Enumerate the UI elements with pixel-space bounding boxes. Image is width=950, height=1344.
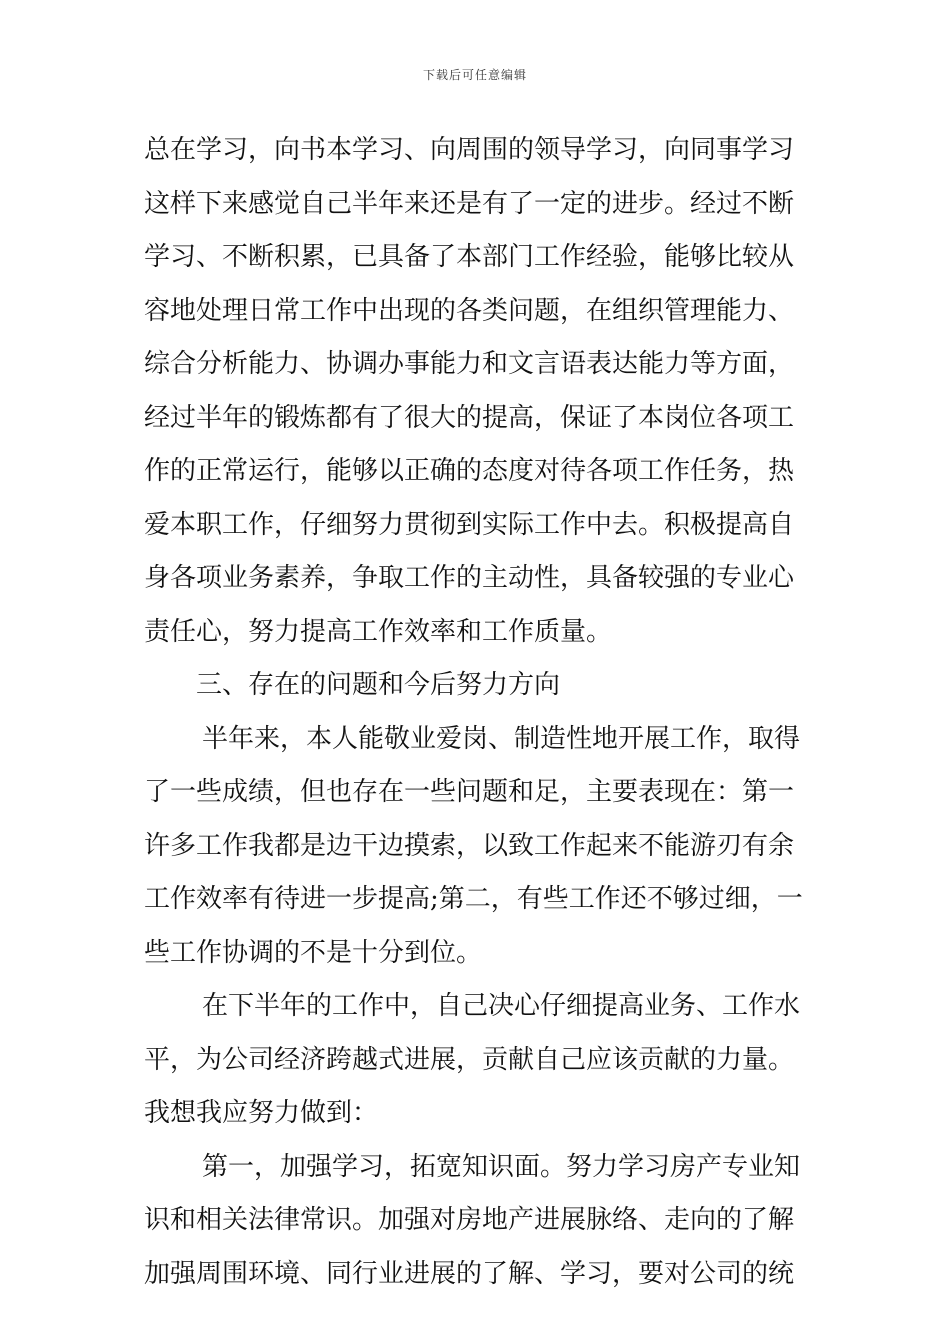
text-line: 平，为公司经济跨越式进展，贡献自己应该贡献的力量。 bbox=[144, 1044, 795, 1075]
text-line: 综合分析能力、协调办事能力和文言语表达能力等方面， bbox=[144, 349, 795, 379]
text-line: 我想我应努力做到： bbox=[144, 1098, 379, 1128]
text-line: 了一些成绩，但也存在一些问题和足，主要表现在：第一 bbox=[144, 777, 795, 807]
text-line: 加强周围环境、同行业进展的了解、学习，要对公司的统 bbox=[144, 1258, 795, 1289]
text-line: 许多工作我都是边干边摸索，以致工作起来不能游刃有余 bbox=[144, 830, 795, 861]
text-line: 这样下来感觉自己半年来还是有了一定的进步。经过不断 bbox=[144, 188, 795, 219]
text-line: 作的正常运行，能够以正确的态度对待各项工作任务，热 bbox=[144, 456, 795, 486]
text-line: 爱本职工作，仔细努力贯彻到实际工作中去。积极提高自 bbox=[144, 509, 795, 540]
header-note: 下载后可任意编辑 bbox=[422, 68, 527, 82]
body-text bbox=[144, 124, 808, 1301]
text-line: 身各项业务素养，争取工作的主动性，具备较强的专业心 bbox=[144, 563, 795, 593]
paragraph-start: 半年来，本人能敬业爱岗、制造性地开展工作，取得 bbox=[202, 723, 801, 754]
text-line: 总在学习，向书本学习、向周围的领导学习，向同事学习 bbox=[144, 135, 795, 165]
section-heading: 三、存在的问题和今后努力方向 bbox=[196, 670, 561, 700]
paragraph-start: 第一，加强学习，拓宽知识面。努力学习房产专业知 bbox=[202, 1151, 801, 1182]
text-line: 经过半年的锻炼都有了很大的提高，保证了本岗位各项工 bbox=[144, 402, 795, 433]
text-line: 工作效率有待进一步提高;第二，有些工作还不够过细，一 bbox=[144, 884, 803, 914]
text-line: 学习、不断积累，已具备了本部门工作经验，能够比较从 bbox=[144, 242, 795, 272]
text-line: 容地处理日常工作中出现的各类问题，在组织管理能力、 bbox=[144, 295, 795, 326]
paragraph-start: 在下半年的工作中，自己决心仔细提高业务、工作水 bbox=[202, 991, 801, 1021]
text-line: 责任心，努力提高工作效率和工作质量。 bbox=[144, 616, 613, 647]
text-line: 识和相关法律常识。加强对房地产进展脉络、走向的了解 bbox=[144, 1205, 795, 1235]
text-line: 些工作协调的不是十分到位。 bbox=[144, 937, 483, 968]
